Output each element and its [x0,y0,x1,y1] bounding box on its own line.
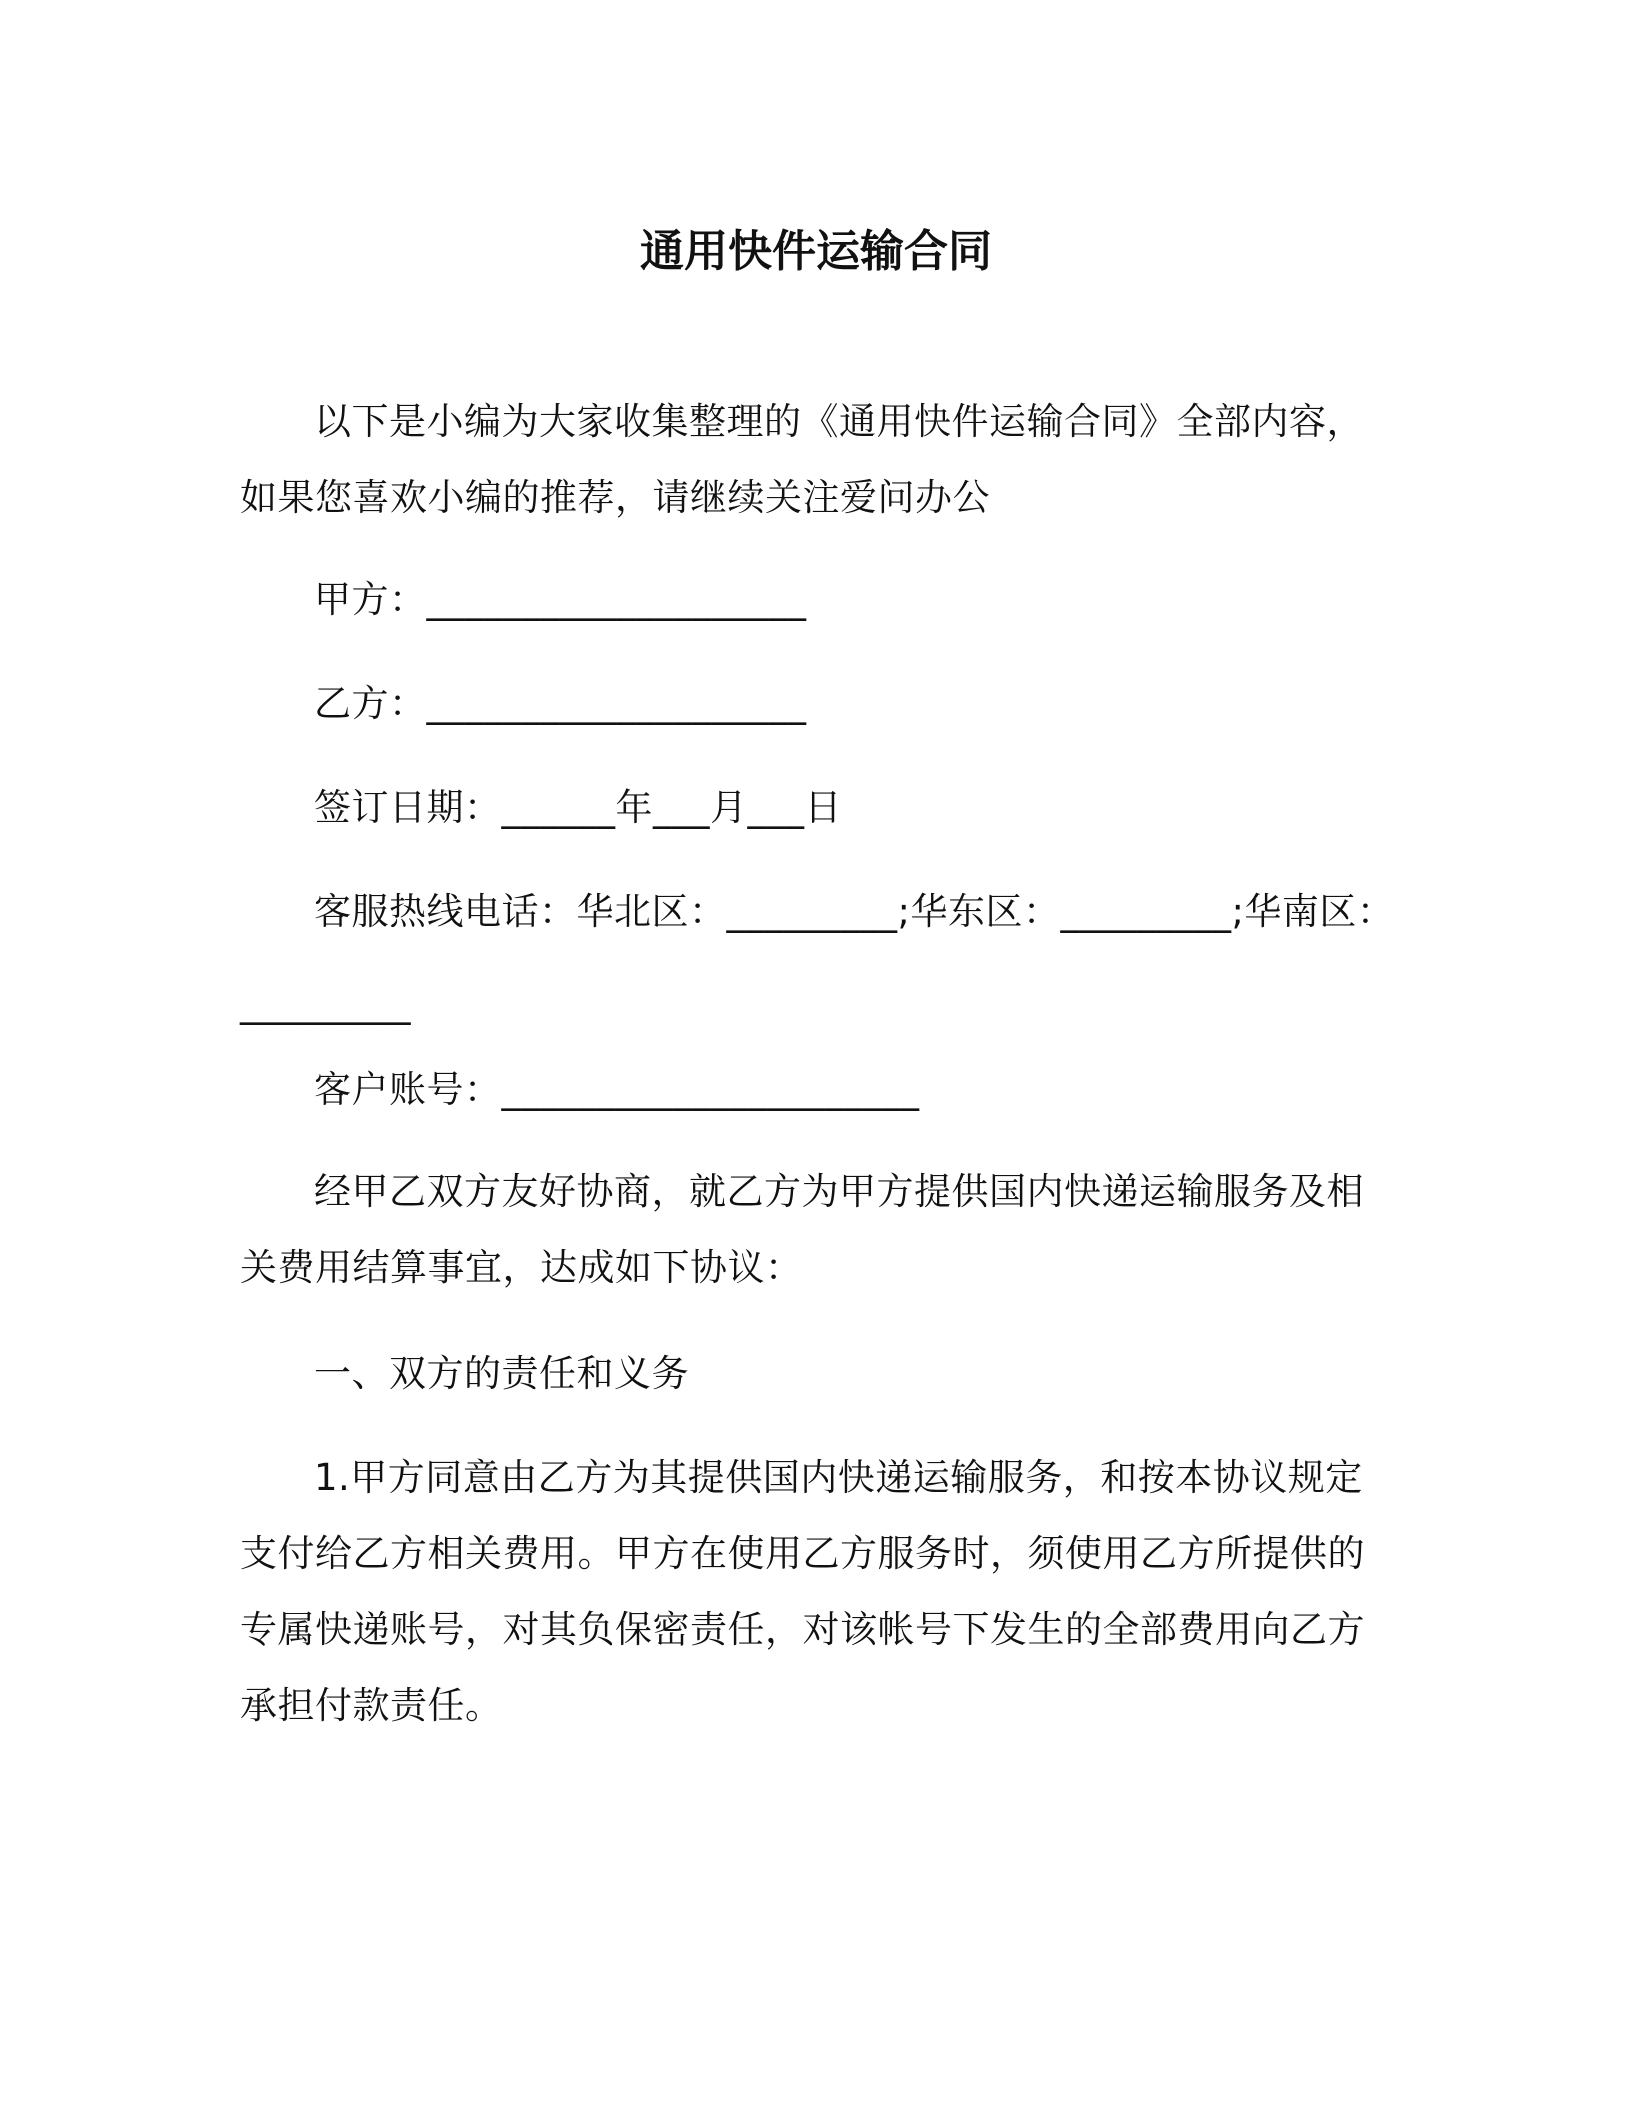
hotline-line-2: _________ [240,982,411,1025]
sign-date-field: 签订日期：______年___月___日 [314,786,842,829]
account-field: 客户账号：______________________ [314,1068,920,1111]
clause-1-line-4: 承担付款责任。 [240,1684,503,1727]
clause-1-line-3: 专属快递账号，对其负保密责任，对该帐号下发生的全部费用向乙方 [240,1608,1365,1651]
clause-1-line-2: 支付给乙方相关费用。甲方在使用乙方服务时，须使用乙方所提供的 [240,1532,1365,1575]
section-1-heading: 一、双方的责任和义务 [314,1352,689,1395]
party-b-field: 乙方：____________________ [314,682,807,725]
document-title: 通用快件运输合同 [640,226,992,277]
intro-line-2: 如果您喜欢小编的推荐，请继续关注爱问办公 [240,476,990,519]
intro-line-1: 以下是小编为大家收集整理的《通用快件运输合同》全部内容， [314,400,1364,443]
clause-1-line-1: 1.甲方同意由乙方为其提供国内快递运输服务，和按本协议规定 [314,1456,1363,1499]
agreement-line-1: 经甲乙双方友好协商，就乙方为甲方提供国内快递运输服务及相 [314,1170,1364,1213]
hotline-line-1: 客服热线电话：华北区：_________;华东区：_________;华南区： [314,890,1395,933]
party-a-field: 甲方：____________________ [314,578,807,621]
agreement-line-2: 关费用结算事宜，达成如下协议： [240,1246,803,1289]
